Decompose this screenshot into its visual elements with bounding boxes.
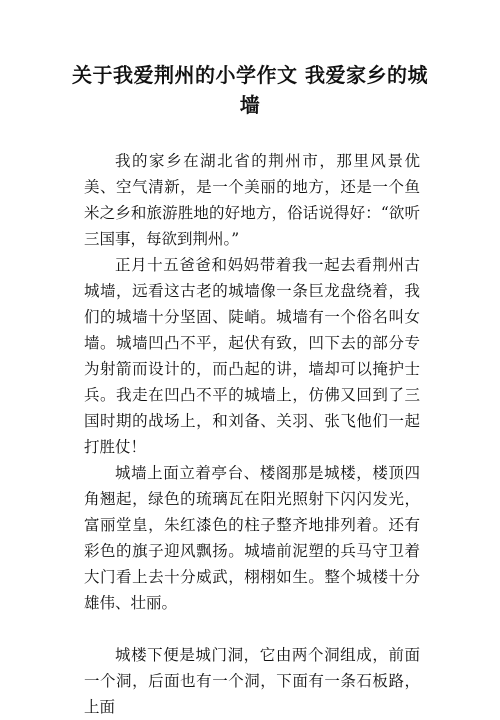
paragraph: 我的家乡在湖北省的荆州市，那里风景优美、空气清新，是一个美丽的地方，还是一个鱼米之乡和旅游胜地的好地方，俗话说得好：“欲听三国事，每欲到荆州。” (84, 152, 420, 248)
paragraph: 城墙上面立着亭台、楼阁那是城楼，楼顶四角翘起，绿色的琉璃瓦在阳光照射下闪闪发光，富丽堂皇，朱红漆色的柱子整齐地排列着。还有彩色的旗子迎风飘扬。城墙前泥塑的兵马守卫着大门看上去十分威武，栩栩如生。整个城楼十分雄伟、壮丽。 (84, 464, 420, 612)
document-title: 关于我爱荆州的小学作文 我爱家乡的城墙 (72, 63, 428, 117)
paragraph: 正月十五爸爸和妈妈带着我一起去看荆州古城墙，远看这古老的城墙像一条巨龙盘绕着，我们的城墙十分坚固、陡峭。城墙有一个俗名叫女墙。城墙凹凸不平，起伏有致，凹下去的部分专为射箭而设计的，而凸起的讲，墙却可以掩护士兵。我走在凹凸不平的城墙上，仿佛又回到了三国时期的战场上，和刘备、关羽、张飞他们一起打胜仗！ (84, 256, 420, 456)
paragraph: 城楼下便是城门洞，它由两个洞组成，前面一个洞，后面也有一个洞，下面有一条石板路，上面 (84, 646, 420, 716)
document-body (84, 148, 420, 720)
